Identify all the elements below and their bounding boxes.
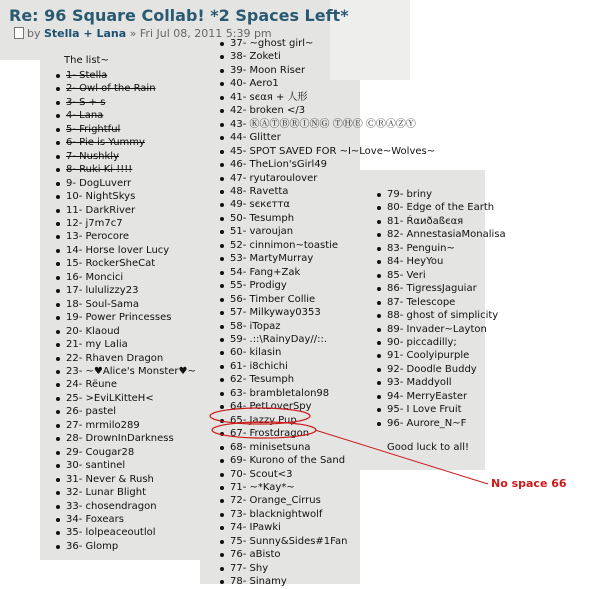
list-item-text: 7- Nushkly <box>66 150 120 162</box>
list-item-text: 48- Ravetta <box>230 185 289 197</box>
list-item-text: 53- MartyMurray <box>230 253 314 265</box>
list-item-text: 58- iTopaz <box>230 320 281 332</box>
list-item-text: 23- ~♥Alice's Monster♥~ <box>66 365 196 377</box>
list-item-text: 47- ryutaroulover <box>230 172 318 184</box>
list-item-text: 32- Lunar Blight <box>66 487 147 499</box>
byline-prefix: by <box>27 27 41 40</box>
list-item-text: 40- Aero1 <box>230 78 279 90</box>
list-item-text: 79- briny <box>387 189 433 200</box>
list-item-text: 27- mrmilo289 <box>66 419 140 431</box>
list-item-text: 70- Scout<3 <box>230 468 293 480</box>
list-item-text: 83- Penguin~ <box>387 242 455 254</box>
list-item-text: 29- Cougar28 <box>66 446 135 458</box>
list-item-text: 25- >EviLKitteH< <box>66 392 154 404</box>
post-title[interactable]: Re: 96 Square Collab! *2 Spaces Left* <box>9 6 349 25</box>
list-item-text: 59- .::\RainyDay//::. <box>230 333 328 345</box>
list-item-text: 56- Timber Collie <box>230 293 316 305</box>
list-item-text: 54- Fang+Zak <box>230 266 301 278</box>
list-item-text: 28- DrownInDarkness <box>66 433 174 445</box>
list-item-text: 78- Sinamy <box>230 576 287 588</box>
list-item-text: 31- Never & Rush <box>66 473 154 485</box>
list-item-text: 95- I Love Fruit <box>387 404 462 416</box>
list-item-text: 41- ѕєαя + 人形 <box>230 91 308 103</box>
list-item-text: 16- Moncici <box>66 271 124 283</box>
list-item-text: 84- HeyYou <box>387 256 444 268</box>
list-item-text: 37- ~ghost girl~ <box>230 38 314 49</box>
list-item-text: 12- j7m7c7 <box>66 217 123 229</box>
list-item-text: 73- blacknightwolf <box>230 508 323 520</box>
list-heading: The list~ <box>64 55 109 66</box>
list-item-text: 17- lululizzy23 <box>66 285 139 297</box>
list-item-text: 91- Coolyipurple <box>387 350 470 362</box>
list-item-text: 4- Lana <box>66 110 104 122</box>
list-item-text: 6- Pie is Yummy <box>66 137 145 149</box>
post-date: » Fri Jul 08, 2011 5:39 pm <box>129 27 272 40</box>
list-item-text: 64- PetLoverSpy <box>230 401 312 413</box>
list-item-text: 49- ѕєкєттα <box>230 199 290 211</box>
list-item-text: 46- TheLion'sGirl49 <box>230 159 328 171</box>
list-item-text: 69- Kurono of the Sand <box>230 455 346 467</box>
list-item-text: 87- Telescope <box>387 296 456 308</box>
list-item-text: 2- Owl of the Rain <box>66 83 156 95</box>
list-item-text: 60- kilasin <box>230 347 282 359</box>
list-item-text: 52- cinnimon~toastie <box>230 239 339 251</box>
list-item-text: 63- brambletalon98 <box>230 387 330 399</box>
list-item-text: 19- Power Princesses <box>66 312 172 324</box>
list-item-text: 62- Tesumph <box>230 374 295 386</box>
annotation-label: No space 66 <box>491 477 567 490</box>
list-item-text: 22- Rhaven Dragon <box>66 352 164 364</box>
list-item-text: 93- Maddyoll <box>387 377 452 389</box>
list-item-text: 34- Foxears <box>66 513 124 525</box>
list-item-text: 5- Frightful <box>66 123 121 135</box>
list-item-text: 1- Stella <box>66 70 108 81</box>
list-item-text: 50- Tesumph <box>230 212 295 224</box>
list-item-text: 81- Ŕαиðаßєαя <box>387 215 464 227</box>
list-item-text: 71- ~*Kay*~ <box>230 481 295 493</box>
list-item-text: 85- Veri <box>387 269 426 281</box>
list-item-text: 20- Klaoud <box>66 325 120 337</box>
list-item-text: 39- Moon Riser <box>230 64 306 76</box>
list-item-text: 82- AnnestasiaMonalisa <box>387 229 506 241</box>
list-item-text: 24- Rëune <box>66 379 117 391</box>
list-item-text: 57- Milkyway0353 <box>230 307 321 319</box>
list-item-text: 42- broken </3 <box>230 105 306 117</box>
list-item-text: 89- Invader~Layton <box>387 323 487 335</box>
list-item-text: 10- NightSkys <box>66 191 136 203</box>
list-item-text: 36- Glomp <box>66 540 119 552</box>
list-item-text: 55- Prodigy <box>230 280 287 292</box>
list-item-text: 18- Soul-Sama <box>66 298 140 310</box>
list-item-text: 14- Horse lover Lucy <box>66 244 170 256</box>
list-item-text: 3- S + s <box>66 96 106 108</box>
list-item-text: 26- pastel <box>66 406 117 418</box>
footer-note: Good luck to all! <box>387 442 470 453</box>
annotation-arrow <box>315 430 488 484</box>
list-item-text: 38- Zoketi <box>230 51 281 63</box>
list-item-text: 30- santinel <box>66 460 126 472</box>
list-item-text: 11- DarkRiver <box>66 204 136 216</box>
list-item-text: 96- Aurore_N~F <box>387 417 467 429</box>
list-item-text: 65- Jazzy Pup <box>230 414 297 426</box>
list-item-text: 44- Glitter <box>230 132 281 144</box>
list-item-text: 92- Doodle Buddy <box>387 363 477 375</box>
list-item-text: 35- lolpeaceoutlol <box>66 527 156 539</box>
list-item-text: 75- Sunny&Sides#1Fan <box>230 535 348 547</box>
list-item-text: 67- Frostdragon <box>230 428 310 440</box>
list-item-text: 74- IPawki <box>230 522 281 534</box>
list-item-text: 61- i8chichi <box>230 360 288 372</box>
list-item-text: 8- Ruki Ki !!!! <box>66 164 133 176</box>
list-item-text: 21- my Lalia <box>66 339 128 351</box>
list-item-text: 33- chosendragon <box>66 500 157 512</box>
list-item-text: 51- varoujan <box>230 226 294 238</box>
list-item-text: 9- DogLuverr <box>66 177 132 189</box>
list-item-text: 68- minisetsuna <box>230 441 311 453</box>
list-item-text: 45- SPOT SAVED FOR ~I~Love~Wolves~ <box>230 145 436 157</box>
list-item-text: 15- RockerSheCat <box>66 258 156 270</box>
list-item-text: 94- MerryEaster <box>387 390 468 402</box>
list-item-text: 43- ⓀⒶⓉⒷⓇⒾⓃⒼ ⓉⒽⒺ ⒸⓇⒶⓏⓎ <box>230 118 416 130</box>
list-item-text: 13- Perocore <box>66 231 130 243</box>
list-item-text: 72- Orange_Cirrus <box>230 495 321 507</box>
list-item-text: 76- aBisto <box>230 549 281 561</box>
list-item-text: 88- ghost of simplicity <box>387 310 499 322</box>
author-link[interactable]: Stella + Lana <box>44 27 127 40</box>
list-item-text: 90- piccadilly; <box>387 336 457 348</box>
list-item-text: 86- TigressJaguiar <box>387 283 477 295</box>
list-item-text: 80- Edge of the Earth <box>387 202 495 214</box>
list-item-text: 77- Shy <box>230 562 269 574</box>
